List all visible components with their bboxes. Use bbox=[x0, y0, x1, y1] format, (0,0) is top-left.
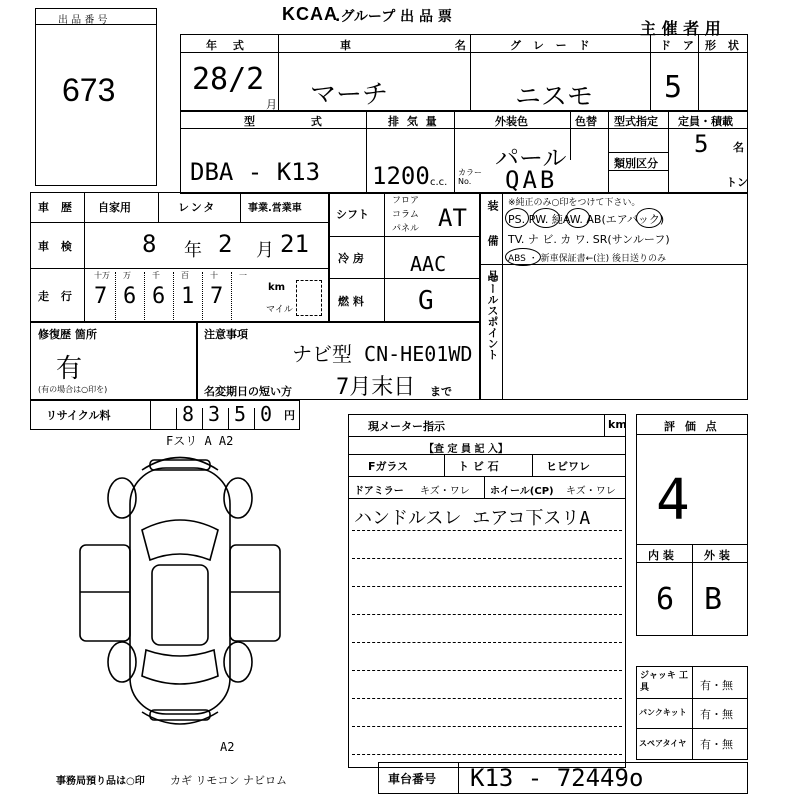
exterior-color-label: 外装色 bbox=[495, 115, 528, 128]
interior-score: 6 bbox=[656, 582, 675, 617]
divider bbox=[668, 110, 669, 194]
mile-checkbox[interactable] bbox=[296, 280, 322, 316]
ac-value: AAC bbox=[410, 252, 447, 276]
divider bbox=[502, 192, 503, 400]
ruled-line bbox=[352, 698, 622, 699]
ps-circle-mark bbox=[505, 208, 529, 228]
aw-circle-mark bbox=[566, 208, 590, 228]
divider bbox=[328, 236, 480, 237]
mileage-km-unit: km bbox=[268, 282, 286, 293]
history-label: 車 歴 bbox=[38, 201, 76, 214]
car-rear-window bbox=[142, 650, 218, 684]
divider bbox=[484, 476, 485, 498]
divider bbox=[444, 454, 445, 476]
divider bbox=[202, 272, 203, 320]
rear-taillight bbox=[150, 710, 210, 720]
shift-value: AT bbox=[438, 204, 467, 232]
ruled-line bbox=[352, 754, 622, 755]
car-roof bbox=[152, 565, 208, 645]
right-door-panel bbox=[230, 545, 280, 641]
divider bbox=[366, 110, 367, 194]
color-no-value: QAB bbox=[505, 166, 558, 194]
divider bbox=[278, 34, 279, 112]
mileage-unit-label: 千 bbox=[152, 271, 160, 280]
ruled-line bbox=[352, 642, 622, 643]
recycle-label: リサイクル料 bbox=[46, 409, 111, 422]
grade-value: ニスモ bbox=[515, 82, 594, 112]
divider bbox=[384, 192, 385, 322]
repair-value: 有 bbox=[56, 354, 83, 384]
divider bbox=[228, 408, 229, 430]
class-label: 類別区分 bbox=[614, 157, 658, 170]
year-label: 年 式 bbox=[206, 39, 250, 52]
divider bbox=[30, 268, 330, 269]
year-value: 28/2 bbox=[192, 62, 265, 97]
divider bbox=[608, 152, 668, 153]
mileage-mile-unit: マイル bbox=[266, 305, 293, 315]
equipment-label: 装 備 品 bbox=[486, 200, 499, 291]
load-unit: トン bbox=[726, 176, 748, 189]
inspection-year-unit: 年 bbox=[184, 240, 202, 261]
front-right-wheel bbox=[224, 478, 252, 518]
mileage-digit: 7 bbox=[210, 284, 224, 309]
abs-circle-mark bbox=[505, 248, 541, 266]
car-name-label: 車 名 bbox=[340, 39, 516, 52]
car-body-diagram[interactable] bbox=[70, 440, 290, 740]
inspection-month-unit: 月 bbox=[256, 240, 274, 261]
rear-left-wheel bbox=[108, 642, 136, 682]
shift-column[interactable]: コラム bbox=[392, 210, 419, 220]
divider bbox=[202, 408, 203, 430]
color-change-label: 色替 bbox=[575, 115, 597, 128]
shift-label: シフト bbox=[336, 208, 369, 221]
mileage-unit-label: 一 bbox=[239, 271, 247, 280]
puncture-label: パンクキット bbox=[639, 708, 687, 717]
mileage-digit: 6 bbox=[152, 284, 166, 309]
recycle-digit: 5 bbox=[234, 402, 247, 426]
divider bbox=[328, 278, 480, 279]
shift-floor[interactable]: フロア bbox=[392, 196, 420, 206]
doors-label: ド ア bbox=[660, 39, 698, 52]
mileage-digit: 6 bbox=[123, 284, 137, 309]
model-label: 型 式 bbox=[244, 115, 348, 128]
crack-label[interactable]: ヒビワレ bbox=[546, 460, 590, 473]
divider bbox=[570, 110, 571, 160]
rear-right-wheel bbox=[224, 642, 252, 682]
exterior-score: B bbox=[704, 582, 723, 617]
spare-yesno[interactable]: 有・無 bbox=[700, 738, 733, 751]
office-keys[interactable]: カギ リモコン ナビロム bbox=[170, 774, 287, 787]
lot-number-label: 出 品 番 号 bbox=[58, 15, 108, 26]
divider bbox=[698, 34, 699, 112]
inspection-day: 21 bbox=[280, 230, 309, 258]
capacity-label: 定員・積載 bbox=[678, 115, 733, 128]
brand-logo: KCAA bbox=[282, 4, 338, 24]
ruled-line bbox=[352, 530, 622, 531]
divider bbox=[454, 110, 455, 194]
chassis-label: 車台番号 bbox=[388, 772, 437, 786]
inspection-label: 車 検 bbox=[38, 240, 76, 253]
divider bbox=[231, 272, 232, 320]
exterior-label: 外 装 bbox=[704, 549, 730, 562]
document-title: .グループ 出 品 票 bbox=[335, 9, 452, 25]
divider bbox=[692, 666, 693, 760]
transfer-label: 名変期日の短い方 bbox=[204, 385, 292, 398]
ruled-line bbox=[352, 586, 622, 587]
windshield-label[interactable]: Fガラス bbox=[368, 460, 409, 473]
mileage-unit-label: 百 bbox=[181, 271, 189, 280]
divider bbox=[532, 454, 533, 476]
equipment-line3[interactable]: ABS ・ 新車保証書←(注) 後日送りのみ bbox=[508, 254, 667, 264]
grade-label: グ レ ー ド bbox=[510, 39, 594, 52]
fuel-value: G bbox=[418, 286, 434, 316]
capacity-value: 5 bbox=[694, 130, 709, 158]
divider bbox=[348, 498, 626, 499]
recycle-digit: 3 bbox=[208, 402, 221, 426]
repair-label: 修復歴 箇所 bbox=[38, 328, 97, 341]
recycle-unit: 円 bbox=[284, 409, 295, 422]
ac-label: 冷 房 bbox=[338, 252, 364, 265]
wheel-label: ホイール(CP) bbox=[490, 486, 554, 497]
rear-damage-note: A2 bbox=[220, 740, 235, 754]
year-month-unit: 月 bbox=[266, 98, 277, 111]
doors-value: 5 bbox=[664, 70, 683, 105]
fuel-label: 燃 料 bbox=[338, 295, 364, 308]
mileage-digit: 7 bbox=[94, 284, 108, 309]
recycle-digit: 0 bbox=[260, 402, 273, 426]
chip-label[interactable]: ト ビ 石 bbox=[458, 460, 499, 473]
notes-value: ナビ型 CN-HE01WD bbox=[292, 342, 473, 366]
displacement-value: 1200 bbox=[372, 162, 430, 190]
exterior-color-value: パール bbox=[495, 144, 567, 172]
puncture-yesno[interactable]: 有・無 bbox=[700, 708, 733, 721]
mirror-label: ドアミラー bbox=[354, 486, 404, 497]
ruled-line bbox=[352, 726, 622, 727]
divider bbox=[348, 476, 626, 477]
recycle-digit: 8 bbox=[182, 402, 195, 426]
equipment-line1[interactable]: PS. PW. 純AW. AB(エアバック) bbox=[508, 213, 665, 226]
divider bbox=[158, 192, 159, 222]
history-private[interactable]: 自家用 bbox=[98, 201, 131, 214]
spare-label: スペアタイヤ bbox=[639, 739, 687, 748]
divider bbox=[636, 434, 748, 435]
shift-panel[interactable]: パネル bbox=[392, 224, 420, 234]
divider bbox=[30, 222, 330, 223]
inspector-comment: ハンドルスレ エアコ下スリA bbox=[354, 508, 591, 529]
equipment-note: ※純正のみ○印をつけて下さい。 bbox=[508, 198, 641, 208]
ruled-line bbox=[352, 670, 622, 671]
divider bbox=[173, 272, 174, 320]
chassis-value: K13 - 72449o bbox=[470, 764, 644, 792]
history-business[interactable]: 事業.営業車 bbox=[248, 203, 302, 214]
pw-circle-mark bbox=[532, 208, 560, 228]
mileage-digit: 1 bbox=[181, 284, 195, 309]
score-label: 評 価 点 bbox=[664, 420, 720, 433]
meter-unit: km bbox=[608, 418, 627, 431]
mileage-label: 走 行 bbox=[38, 290, 76, 303]
mirror-status[interactable]: キズ・ワレ bbox=[420, 486, 470, 497]
divider bbox=[144, 272, 145, 320]
wheel-status[interactable]: キズ・ワレ bbox=[566, 486, 616, 497]
inspection-month: 2 bbox=[218, 230, 233, 258]
car-windshield bbox=[142, 520, 218, 560]
divider bbox=[254, 408, 255, 430]
equipment-line2[interactable]: TV. ナ ビ. カ ワ. SR(サンルーフ) bbox=[508, 233, 670, 246]
type-designation-label: 型式指定 bbox=[614, 115, 658, 128]
divider bbox=[458, 762, 459, 794]
color-no-label: カラー No. bbox=[458, 168, 482, 186]
notes-label: 注意事項 bbox=[204, 328, 248, 341]
front-left-wheel bbox=[108, 478, 136, 518]
divider bbox=[84, 192, 85, 322]
score-value: 4 bbox=[656, 468, 690, 533]
organizer-label: 主 催 者 用 bbox=[640, 19, 721, 38]
office-items-label: 事務局預り品は○印 bbox=[56, 776, 145, 787]
divider bbox=[692, 544, 693, 636]
divider bbox=[348, 436, 626, 437]
ruled-line bbox=[352, 558, 622, 559]
divider bbox=[240, 192, 241, 222]
interior-label: 内 装 bbox=[648, 549, 674, 562]
mileage-unit-label: 万 bbox=[123, 271, 131, 280]
model-value: DBA - K13 bbox=[190, 158, 321, 186]
jack-yesno[interactable]: 有・無 bbox=[700, 679, 733, 692]
shape-label: 形 状 bbox=[705, 39, 743, 52]
divider bbox=[604, 414, 605, 436]
car-name-value: マーチ bbox=[310, 80, 389, 110]
divider bbox=[650, 34, 651, 112]
meter-label: 現メーター指示 bbox=[368, 420, 445, 433]
front-damage-note: Fスリ A A2 bbox=[166, 434, 234, 448]
jack-label: ジャッキ 工 具 bbox=[640, 671, 688, 693]
sales-points-label: セールスポイント bbox=[486, 272, 499, 360]
displacement-label: 排 気 量 bbox=[388, 115, 439, 128]
divider bbox=[176, 408, 177, 430]
displacement-unit: c.c. bbox=[430, 177, 448, 188]
mileage-unit-label: 十万 bbox=[94, 271, 110, 280]
transfer-suffix: まで bbox=[430, 385, 452, 398]
ab-circle-mark bbox=[636, 208, 662, 228]
inspection-year: 8 bbox=[142, 230, 157, 258]
inspector-header: 【査 定 員 記 入】 bbox=[424, 444, 508, 455]
ruled-line bbox=[352, 614, 622, 615]
mileage-unit-label: 十 bbox=[210, 271, 218, 280]
capacity-unit: 名 bbox=[733, 141, 744, 154]
left-door-panel bbox=[80, 545, 130, 641]
divider bbox=[150, 400, 151, 430]
history-rental[interactable]: レンタ bbox=[178, 201, 217, 214]
divider bbox=[115, 272, 116, 320]
lot-number: 673 bbox=[62, 72, 116, 108]
transfer-value: 7月末日 bbox=[336, 375, 416, 400]
repair-note: (有の場合は○印を) bbox=[38, 385, 108, 394]
